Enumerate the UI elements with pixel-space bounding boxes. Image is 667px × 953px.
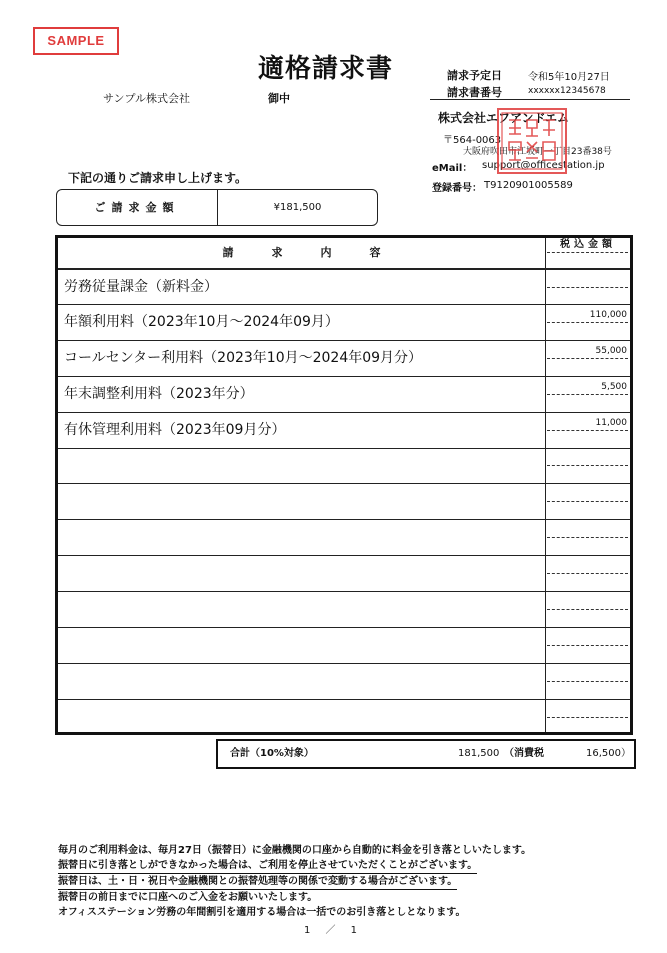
row-dash-line [547,537,628,538]
header-tax-included-amount: 税込金額 [560,239,616,250]
row-description: 労務従量課金（新料金） [64,279,218,295]
issuer-address: 大阪府吹田市江坂町一丁目23番38号 [463,147,612,157]
row-description: コールセンター利用料（2023年10月～2024年09月分） [64,349,423,366]
table-row [58,699,630,735]
note-line: 毎月のご利用料金は、毎月27日（振替日）に金融機関の口座から自動的に料金を引き落としいたします。 [58,845,532,856]
issuer-postal: 〒564-0063 [443,135,502,146]
row-dash-line [547,645,628,646]
row-dash-line [547,287,628,288]
total-label: 合計（10%対象） [230,748,314,759]
total-box [216,739,636,769]
row-dash-line [547,358,628,359]
table-row [58,412,630,448]
table-row [58,483,630,519]
row-amount: 11,000 [595,417,627,428]
issuer-registration-label: 登録番号： [432,183,482,194]
row-dash-line [547,717,628,718]
company-seal-stamp [497,108,567,174]
table-row [58,627,630,663]
row-dash-line [547,681,628,682]
recipient-honorific: 御中 [268,92,290,105]
invoice-date-label: 請求予定日 [447,69,502,82]
sample-badge: SAMPLE [33,27,119,55]
row-dash-line [547,465,628,466]
row-amount: 5,500 [601,381,627,392]
note-line: オフィスステーション労務の年間割引を適用する場合は一括でのお引き落としとなります。 [58,907,466,918]
note-line: 振替日に引き落としができなかった場合は、ご利用を停止させていただくことがございます。 [58,858,531,874]
row-dash-line [547,430,628,431]
header-dash-line [547,252,628,253]
row-description: 有休管理利用料（2023年09月分） [64,421,286,438]
invoice-items-table [55,235,633,735]
row-description: 年額利用料（2023年10月～2024年09月） [64,313,339,330]
intro-text: 下記の通りご請求申し上げます。 [68,171,248,185]
issuer-name: 株式会社エフアンドエム [438,111,570,125]
issuer-email-label: eMail： [432,163,473,174]
row-dash-line [547,609,628,610]
recipient-company: サンプル株式会社 [103,92,191,105]
row-description: 年末調整利用料（2023年分） [64,385,254,402]
row-dash-line [547,394,628,395]
row-dash-line [547,573,628,574]
invoice-number-value: xxxxxx12345678 [528,86,606,96]
row-dash-line [547,501,628,502]
table-row [58,663,630,699]
table-row [58,591,630,627]
note-line: 振替日は、土・日・祝日や金融機関との振替処理等の関係で変動する場合がございます。 [58,874,531,890]
table-row [58,555,630,591]
document-title: 適格請求書 [258,54,394,84]
company-seal-icon [499,110,565,172]
note-line: 振替日の前日までに口座へのご入金をお願いいたします。 [58,892,318,903]
table-row [58,519,630,555]
tax-amount: 16,500） [586,748,631,759]
invoice-number-label: 請求書番号 [447,86,502,99]
table-row [58,376,630,412]
header-description: 請求内容 [222,246,419,259]
row-amount: 55,000 [595,345,627,356]
billing-summary-box [56,189,378,226]
invoice-date-value: 令和5年10月27日 [528,72,610,83]
table-row [58,448,630,484]
table-row [58,340,630,376]
billing-amount-value: ¥181,500 [273,202,322,213]
table-row [58,268,630,304]
meta-divider [430,99,630,100]
row-amount: 110,000 [589,309,627,320]
tax-label: （消費税 [504,748,544,759]
total-amount: 181,500 [458,748,500,759]
row-dash-line [547,322,628,323]
page-number: 1 ／ 1 [303,925,364,936]
issuer-registration-number: T9120901005589 [484,180,573,191]
payment-notes [58,843,531,920]
billing-amount-label: ご請求金額 [57,190,218,225]
issuer-email: support@officestation.jp [482,160,605,171]
table-row [58,304,630,340]
